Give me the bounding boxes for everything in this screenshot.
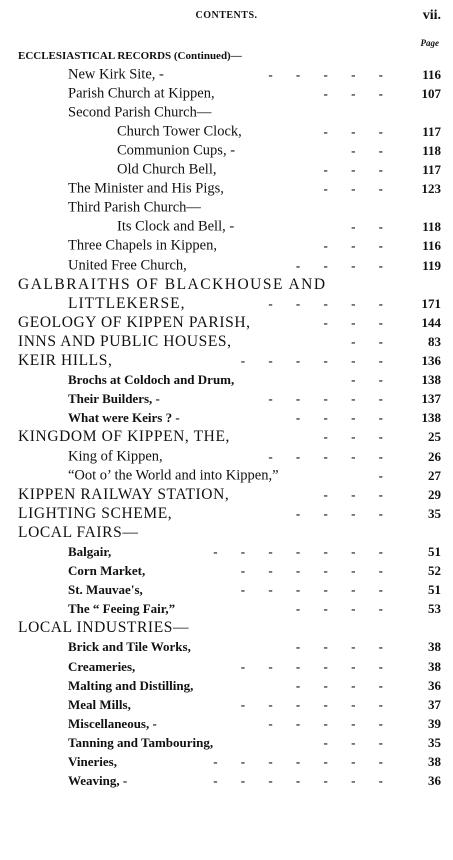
contents-entry [0, 638, 453, 657]
leader-dashes: - - - - - - [240, 658, 393, 674]
entry-label: Miscellaneous, - [68, 715, 157, 731]
leader-dashes: - - - [323, 181, 393, 197]
leader-dashes: - [378, 467, 393, 483]
entry-page-number: 138 [421, 372, 441, 388]
entry-label: The “ Feeing Fair,” [68, 601, 176, 617]
contents-entry [0, 332, 453, 351]
leader-dashes: - - - - - [268, 715, 393, 731]
contents-entry [0, 714, 453, 733]
entry-label: LIGHTING SCHEME, [18, 504, 173, 522]
contents-entry [0, 657, 453, 676]
contents-entry [0, 46, 453, 65]
entry-page-number: 52 [428, 563, 441, 579]
contents-entry [0, 141, 453, 160]
leader-dashes: - - - - - - [240, 582, 393, 598]
entry-label: Meal Mills, [68, 696, 131, 712]
contents-entry [0, 161, 453, 180]
entry-label: Tanning and Tambouring, [68, 734, 214, 750]
entry-page-number: 116 [422, 66, 441, 82]
contents-entry [0, 428, 453, 447]
leader-dashes: - - - - [295, 505, 393, 521]
leader-dashes: - - - [323, 85, 393, 101]
leader-dashes: - - [351, 219, 393, 235]
contents-entry [0, 180, 453, 199]
contents-entry [0, 294, 453, 313]
entry-page-number: 53 [428, 601, 441, 617]
entry-page-number: 51 [428, 582, 441, 598]
entry-label: United Free Church, [68, 257, 187, 274]
contents-entry [0, 256, 453, 275]
entry-label: Church Tower Clock, [117, 123, 242, 140]
contents-entry [0, 542, 453, 561]
contents-entry [0, 772, 453, 791]
entry-label: Malting and Distilling, [68, 677, 194, 693]
entry-page-number: 123 [421, 181, 441, 197]
entry-page-number: 38 [428, 639, 441, 655]
page-column-label: Page [420, 38, 439, 48]
entry-label: LOCAL INDUSTRIES— [18, 619, 190, 637]
entry-label: LITTLEKERSE, [68, 294, 186, 312]
leader-dashes: - - - - - [268, 295, 393, 311]
leader-dashes: - - - - - - - [213, 543, 393, 559]
entry-label: Communion Cups, - [117, 142, 236, 159]
leader-dashes: - - [351, 143, 393, 159]
entry-page-number: 116 [422, 238, 441, 254]
contents-entry [0, 122, 453, 141]
contents-entry [0, 581, 453, 600]
entry-label: INNS AND PUBLIC HOUSES, [18, 332, 232, 350]
entry-label: Balgair, [68, 543, 112, 559]
entry-label: Three Chapels in Kippen, [68, 237, 217, 254]
contents-entry [0, 695, 453, 714]
contents-entry [0, 752, 453, 771]
contents-entry [0, 733, 453, 752]
leader-dashes: - - - [323, 123, 393, 139]
entry-page-number: 25 [428, 429, 441, 445]
leader-dashes: - - - [323, 238, 393, 254]
entry-label: Brochs at Coldoch and Drum, [68, 372, 235, 388]
entry-page-number: 26 [428, 448, 441, 464]
leader-dashes: - - - - [295, 639, 393, 655]
contents-entry [0, 65, 453, 84]
leader-dashes: - - - - - - - [213, 754, 393, 770]
leader-dashes: - - [351, 372, 393, 388]
entry-label: KEIR HILLS, [18, 352, 113, 370]
leader-dashes: - - - [323, 162, 393, 178]
entry-page-number: 35 [428, 734, 441, 750]
entry-page-number: 117 [422, 162, 441, 178]
contents-entry [0, 237, 453, 256]
entry-label: Vineries, [68, 754, 117, 770]
entry-label: Corn Market, [68, 563, 146, 579]
leader-dashes: - - - - - [268, 391, 393, 407]
leader-dashes: - - - [323, 314, 393, 330]
leader-dashes: - - - - [295, 677, 393, 693]
leader-dashes: - - - - - - [240, 696, 393, 712]
entry-label: GALBRAITHS OF BLACKHOUSE AND [18, 275, 327, 293]
contents-entry [0, 199, 453, 218]
entry-page-number: 119 [422, 257, 441, 273]
entry-label: Old Church Bell, [117, 161, 217, 178]
contents-entry [0, 390, 453, 409]
entry-label: Brick and Tile Works, [68, 639, 191, 655]
page-header [0, 8, 453, 28]
entry-page-number: 51 [428, 543, 441, 559]
running-title: CONTENTS. [195, 10, 258, 21]
entry-page-number: 37 [428, 696, 441, 712]
contents-entry [0, 504, 453, 523]
leader-dashes: - - - [323, 429, 393, 445]
contents-entry [0, 676, 453, 695]
contents-entry [0, 218, 453, 237]
contents-entry [0, 84, 453, 103]
entry-page-number: 36 [428, 773, 441, 789]
entry-label: St. Mauvae's, [68, 582, 143, 598]
entry-label: Weaving, - [68, 773, 128, 789]
entry-label: King of Kippen, [68, 448, 163, 465]
entry-page-number: 118 [422, 143, 441, 159]
leader-dashes: - - - - - [268, 66, 393, 82]
entry-page-number: 38 [428, 754, 441, 770]
entry-label: Its Clock and Bell, - [117, 218, 235, 235]
leader-dashes: - - - - [295, 601, 393, 617]
entry-page-number: 38 [428, 658, 441, 674]
entry-page-number: 29 [428, 486, 441, 502]
entry-page-number: 136 [421, 353, 441, 369]
entry-label: “Oot o’ the World and into Kippen,” [68, 467, 279, 484]
entry-label: KINGDOM OF KIPPEN, THE, [18, 428, 231, 446]
contents-entry [0, 409, 453, 428]
contents-entry [0, 562, 453, 581]
contents-entry [0, 352, 453, 371]
entry-page-number: 39 [428, 715, 441, 731]
contents-entry [0, 600, 453, 619]
entry-label: KIPPEN RAILWAY STATION, [18, 485, 230, 503]
contents-entry [0, 485, 453, 504]
contents-entry [0, 523, 453, 542]
entry-label: Second Parish Church— [68, 104, 212, 121]
entry-label: Third Parish Church— [68, 199, 201, 216]
entry-page-number: 27 [428, 467, 441, 483]
entry-page-number: 107 [421, 85, 441, 101]
entry-label: The Minister and His Pigs, [68, 180, 224, 197]
entry-page-number: 118 [422, 219, 441, 235]
contents-entry [0, 371, 453, 390]
entry-page-number: 36 [428, 677, 441, 693]
page-number: vii. [422, 8, 441, 23]
entry-label: ECCLESIASTICAL RECORDS (Continued)— [18, 49, 242, 62]
entry-label: Their Builders, - [68, 391, 160, 407]
entry-page-number: 83 [428, 333, 441, 349]
entry-page-number: 144 [421, 314, 441, 330]
entry-page-number: 117 [422, 123, 441, 139]
entry-label: Creameries, [68, 658, 136, 674]
entry-page-number: 171 [421, 295, 441, 311]
contents-entry [0, 313, 453, 332]
entry-label: GEOLOGY OF KIPPEN PARISH, [18, 313, 251, 331]
contents-entry [0, 466, 453, 485]
leader-dashes: - - - - - - - [213, 773, 393, 789]
entry-page-number: 138 [421, 410, 441, 426]
leader-dashes: - - - - - - [240, 563, 393, 579]
entry-label: Parish Church at Kippen, [68, 85, 215, 102]
leader-dashes: - - - - [295, 410, 393, 426]
leader-dashes: - - - - - [268, 448, 393, 464]
entry-label: New Kirk Site, - [68, 66, 164, 83]
leader-dashes: - - - [323, 486, 393, 502]
contents-entry [0, 103, 453, 122]
leader-dashes: - - - - - - [240, 353, 393, 369]
entry-page-number: 137 [421, 391, 441, 407]
entry-label: What were Keirs ? - [68, 410, 180, 426]
entry-label: LOCAL FAIRS— [18, 523, 139, 541]
entry-page-number: 35 [428, 505, 441, 521]
contents-list [0, 46, 453, 791]
contents-entry [0, 619, 453, 638]
leader-dashes: - - - [323, 734, 393, 750]
contents-entry [0, 275, 453, 294]
contents-entry [0, 447, 453, 466]
leader-dashes: - - - - [295, 257, 393, 273]
leader-dashes: - - [351, 333, 393, 349]
